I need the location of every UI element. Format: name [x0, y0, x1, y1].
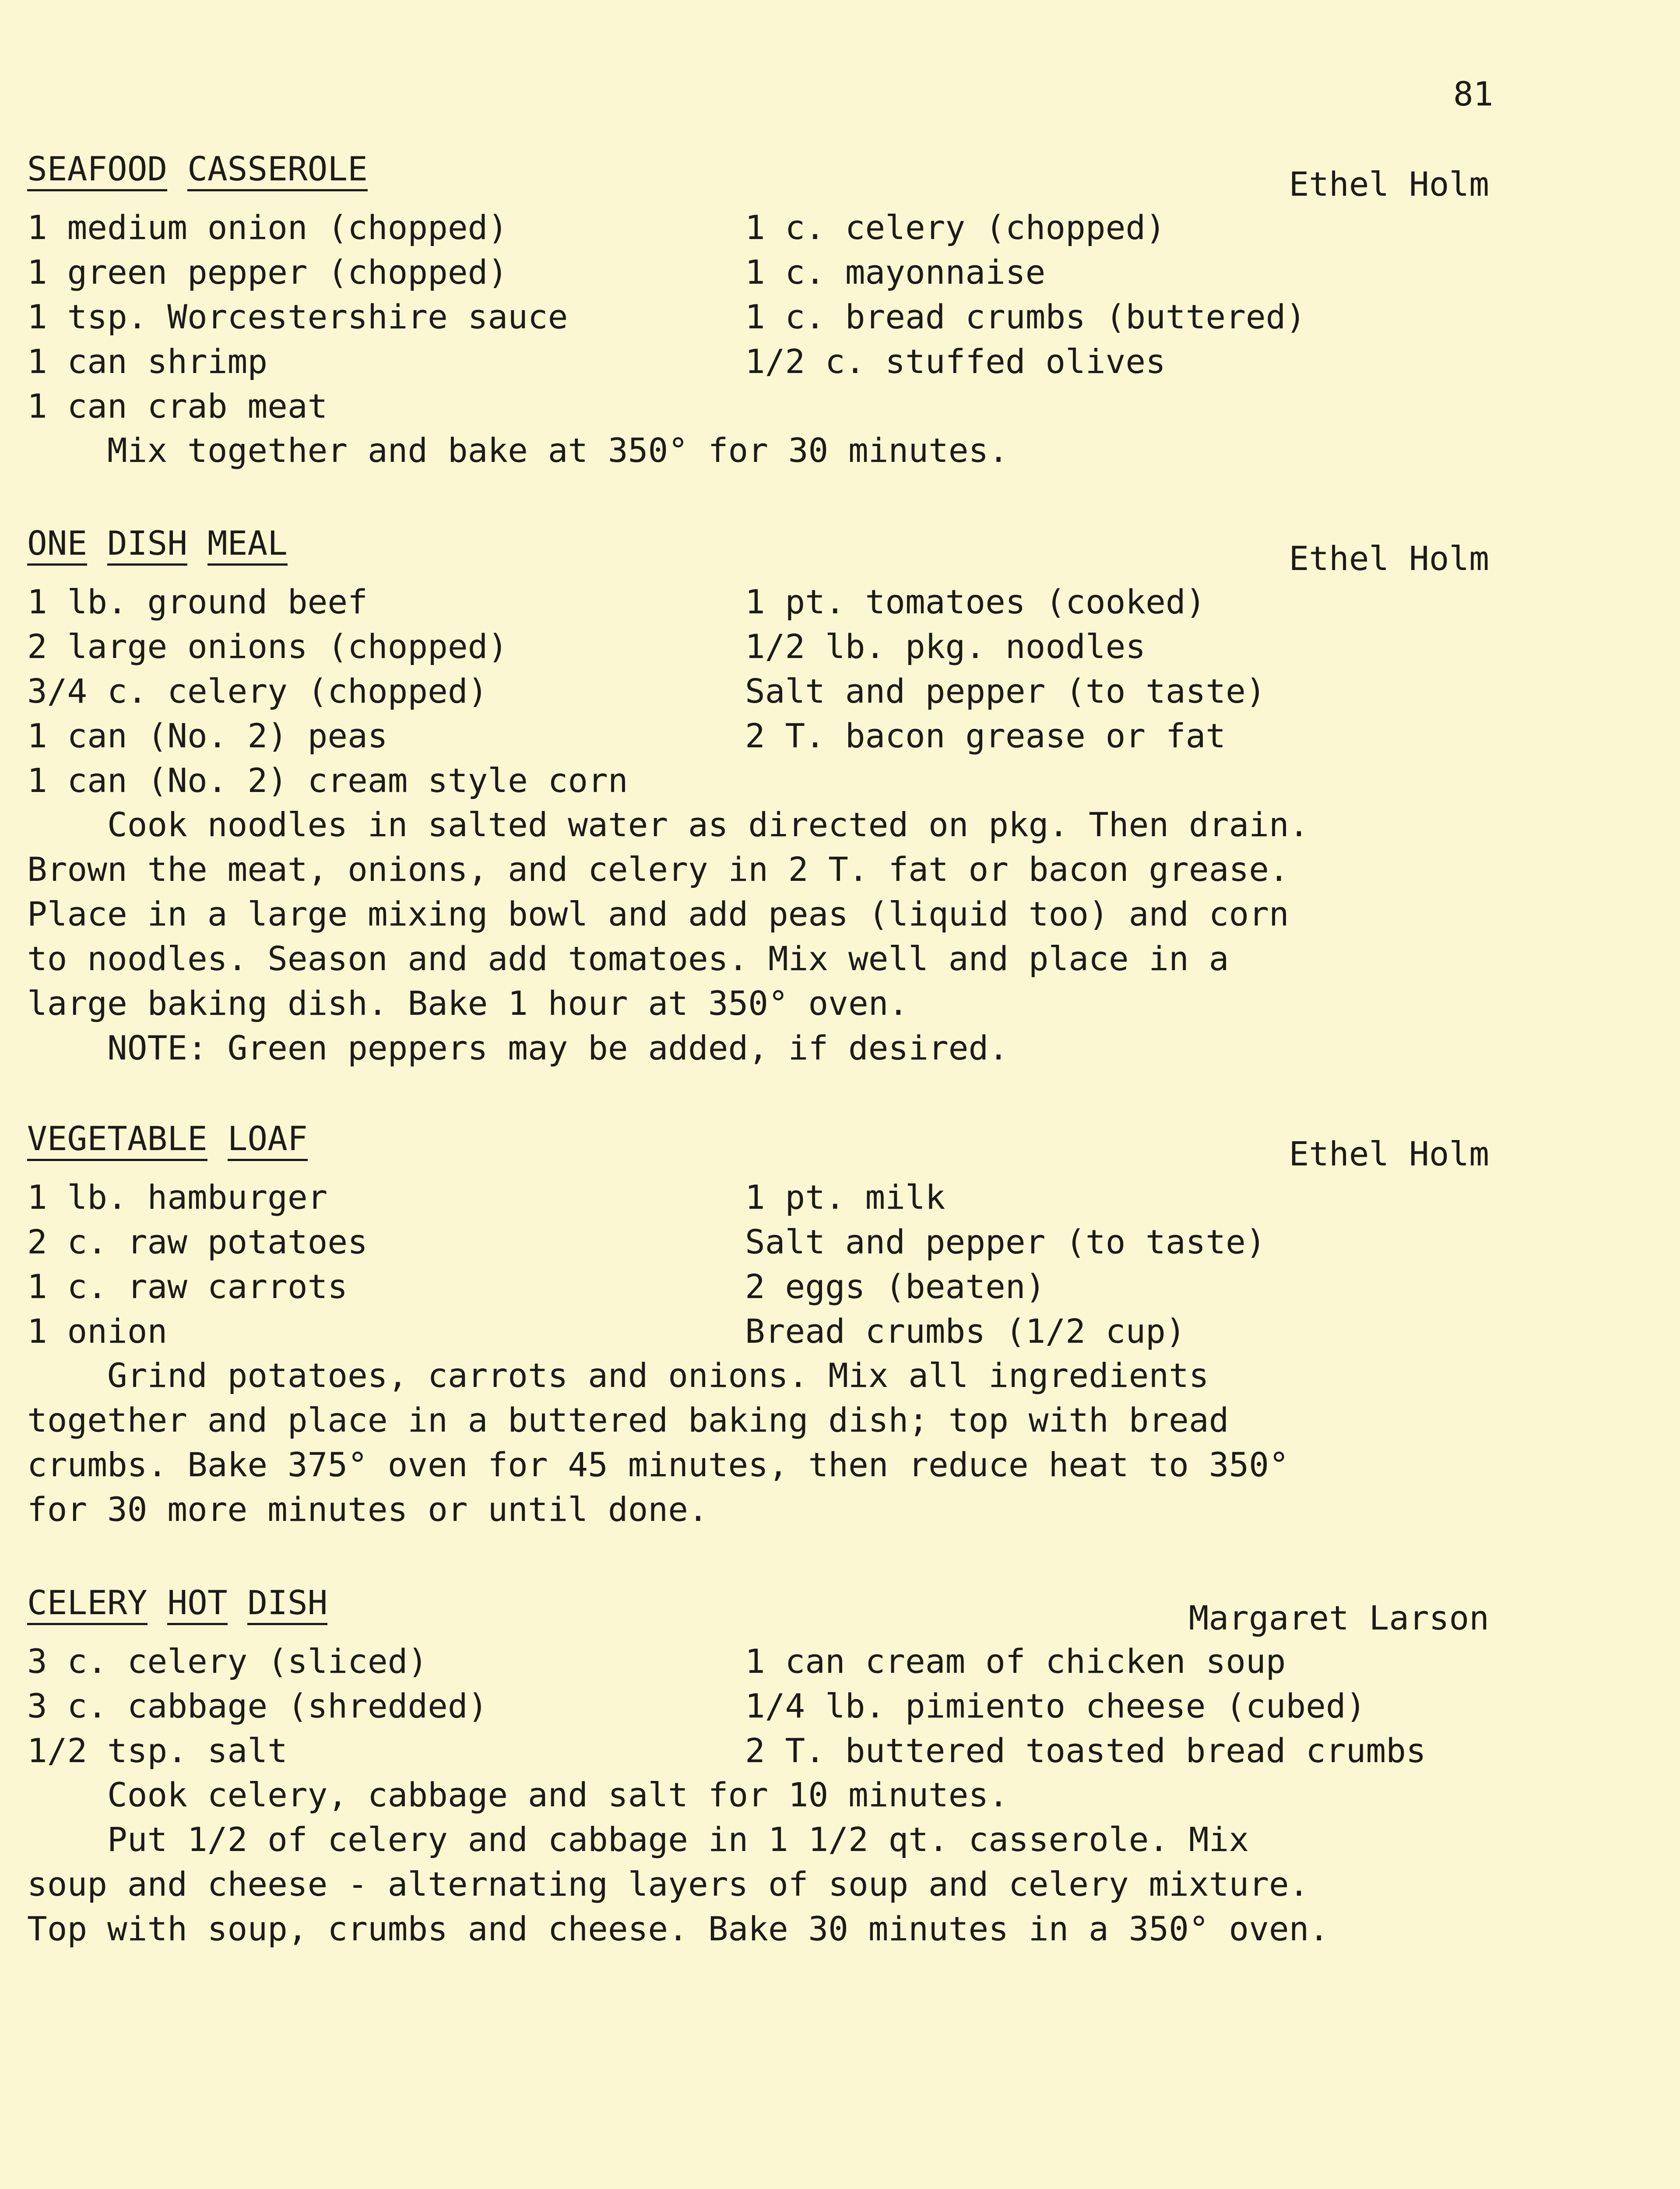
ingredient-row: [27, 1175, 1489, 1219]
ingredient-row: [27, 1728, 1489, 1773]
recipe-author: Ethel Holm: [1289, 1134, 1489, 1173]
title-word: VEGETABLE: [27, 1119, 207, 1161]
ingredient: 1 lb. hamburger: [27, 1177, 328, 1217]
ingredient: 2 c. raw potatoes: [27, 1222, 368, 1261]
ingredient: 1/4 lb. pimiento cheese (cubed): [745, 1686, 1366, 1725]
ingredient-row: [27, 339, 1489, 384]
title-word: HOT: [167, 1583, 227, 1625]
title-word: DISH: [247, 1583, 327, 1625]
ingredient: 1 pt. milk: [745, 1177, 945, 1217]
recipe-author: Margaret Larson: [1188, 1598, 1489, 1637]
title-word: SEAFOOD: [27, 149, 167, 191]
ingredient-row: [27, 384, 1489, 428]
recipe-title: [27, 1119, 308, 1161]
ingredient: 1 medium onion (chopped): [27, 208, 508, 247]
ingredient: 1/2 c. stuffed olives: [745, 341, 1166, 381]
ingredient: 1 can crab meat: [27, 386, 328, 426]
ingredient-row: [27, 579, 1489, 624]
ingredient: 1 green pepper (chopped): [27, 252, 508, 292]
ingredient-list: [27, 1639, 1489, 1773]
ingredient-list: [27, 205, 1489, 428]
ingredient-row: [27, 1683, 1489, 1728]
title-word: MEAL: [207, 523, 288, 566]
ingredient: 1 can (No. 2) cream style corn: [27, 760, 628, 800]
ingredient-row: [27, 1219, 1489, 1264]
ingredient: 1/2 tsp. salt: [27, 1731, 288, 1770]
ingredient: 2 T. buttered toasted bread crumbs: [745, 1731, 1426, 1770]
ingredient: 1/2 lb. pkg. noodles: [745, 626, 1146, 666]
page-number: 81: [1453, 74, 1494, 113]
ingredient: 2 eggs (beaten): [745, 1267, 1046, 1306]
recipe-seafood-casserole: [27, 149, 1489, 473]
recipe-author: Ethel Holm: [1289, 165, 1489, 204]
recipe-celery-hot-dish: [27, 1583, 1489, 1951]
ingredient-list: [27, 1175, 1489, 1353]
recipe-vegetable-loaf: [27, 1119, 1489, 1532]
ingredient-row: [27, 1264, 1489, 1309]
recipe-title: [27, 523, 288, 566]
ingredient: 3/4 c. celery (chopped): [27, 671, 488, 711]
title-word: LOAF: [228, 1119, 308, 1161]
title-word: CASSEROLE: [187, 149, 368, 191]
ingredient: 1 onion: [27, 1311, 168, 1351]
ingredient-row: [27, 1639, 1489, 1683]
recipe-title: [27, 1583, 327, 1625]
ingredient: Bread crumbs (1/2 cup): [745, 1311, 1186, 1351]
ingredient-row: [27, 624, 1489, 669]
ingredient: Salt and pepper (to taste): [745, 1222, 1266, 1261]
recipe-title: [27, 149, 368, 191]
title-word: CELERY: [27, 1583, 148, 1625]
ingredient: 2 large onions (chopped): [27, 626, 508, 666]
ingredient: 3 c. cabbage (shredded): [27, 1686, 488, 1725]
ingredient: 1 c. bread crumbs (buttered): [745, 297, 1306, 336]
ingredient: 1 c. celery (chopped): [745, 208, 1166, 247]
ingredient-row: [27, 669, 1489, 713]
ingredient: 1 tsp. Worcestershire sauce: [27, 297, 568, 336]
ingredient: 1 can (No. 2) peas: [27, 716, 388, 755]
ingredient: 2 T. bacon grease or fat: [745, 716, 1226, 755]
ingredient-row: [27, 758, 1489, 802]
ingredient-row: [27, 1309, 1489, 1353]
recipe-instructions: Cook celery, cabbage and salt for 10 minutes. Put 1/2 of celery and cabbage in 1 1/2 qt. casserole. Mix soup and cheese - alternating layers of soup and celery mixture. Top with soup, crumbs and cheese. Bake 30 minutes in a 350° oven.: [27, 1775, 1329, 1948]
recipe-author: Ethel Holm: [1289, 539, 1489, 578]
ingredient-list: [27, 579, 1489, 802]
ingredient: 1 can cream of chicken soup: [745, 1641, 1286, 1681]
title-word: ONE: [27, 523, 87, 566]
ingredient-row: [27, 713, 1489, 758]
ingredient: 1 c. raw carrots: [27, 1267, 348, 1306]
ingredient: 1 can shrimp: [27, 341, 268, 381]
ingredient-row: [27, 294, 1489, 339]
ingredient-row: [27, 250, 1489, 294]
ingredient-row: [27, 205, 1489, 250]
recipe-instructions: Grind potatoes, carrots and onions. Mix all ingredients together and place in a buttered baking dish; top with bread crumbs. Bake 375° oven for 45 minutes, then reduce heat to 350° for 30 more minutes or until done.: [27, 1356, 1289, 1529]
recipe-one-dish-meal: [27, 523, 1489, 1070]
ingredient: 1 c. mayonnaise: [745, 252, 1046, 292]
ingredient: Salt and pepper (to taste): [745, 671, 1266, 711]
ingredient: 1 pt. tomatoes (cooked): [745, 582, 1206, 621]
ingredient: 1 lb. ground beef: [27, 582, 368, 621]
recipe-instructions: Cook noodles in salted water as directed on pkg. Then drain. Brown the meat, onions, and celery in 2 T. fat or bacon grease. Place in a large mixing bowl and add peas (liquid too) and corn to noodles. Season and add tomatoes. Mix well and place in a large baking dish. Bake 1 hour at 350° oven. NOTE: Green peppers may be added, if desired.: [27, 805, 1309, 1067]
ingredient: 3 c. celery (sliced): [27, 1641, 428, 1681]
recipe-instructions: Mix together and bake at 350° for 30 minutes.: [27, 431, 1009, 470]
title-word: DISH: [107, 523, 187, 566]
